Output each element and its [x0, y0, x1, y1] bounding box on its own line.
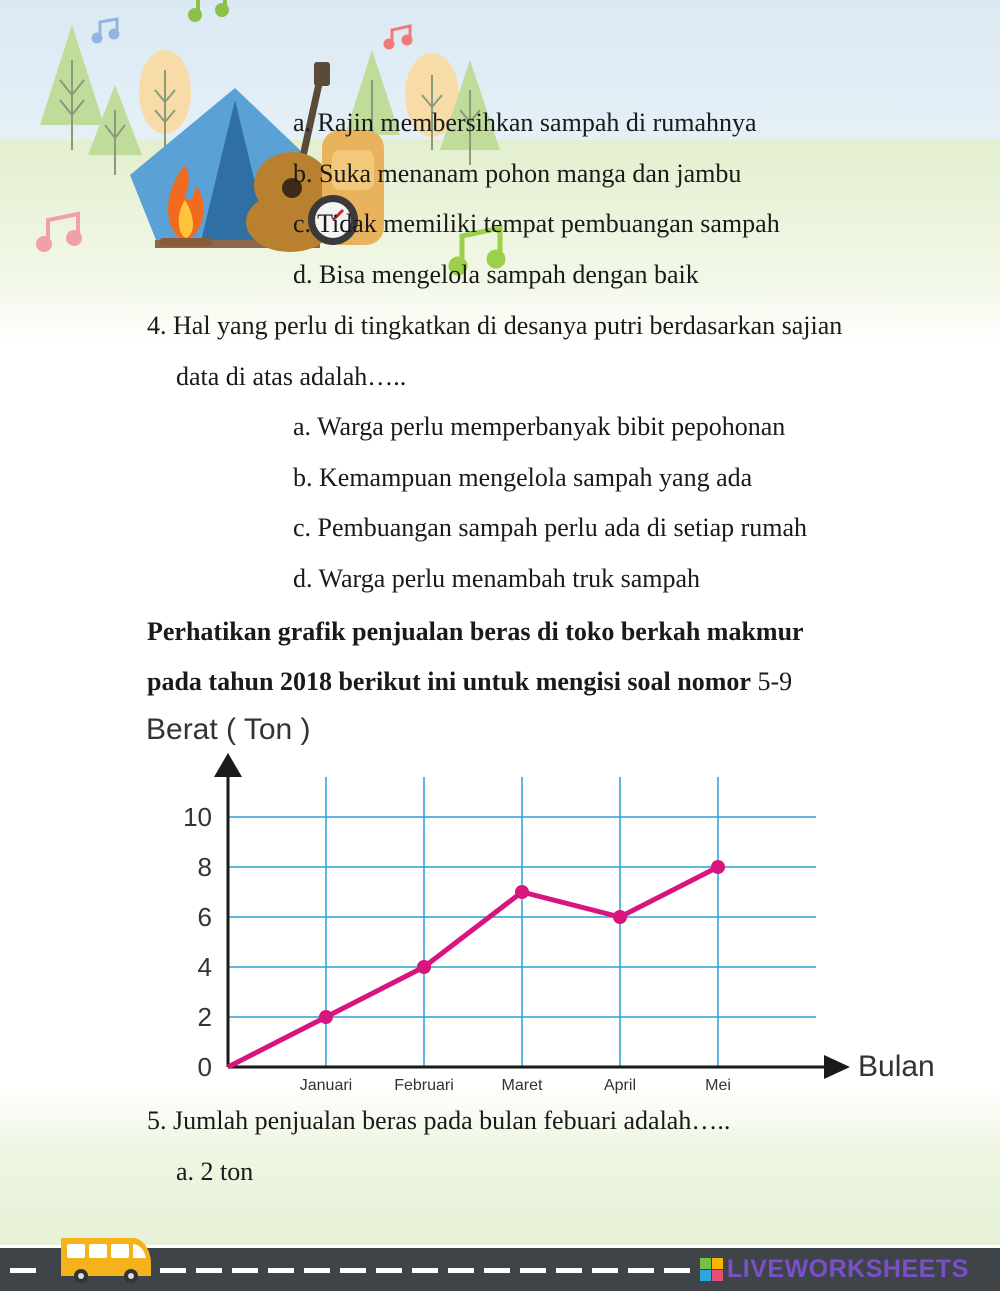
music-note-icon	[38, 214, 80, 250]
q4-option-a: a. Warga perlu memperbanyak bibit pepohonan	[293, 412, 786, 441]
music-note-icon	[93, 19, 118, 42]
y-tick-label: 10	[183, 802, 212, 832]
data-point	[417, 960, 431, 974]
tree-icon	[88, 85, 142, 175]
y-tick-labels	[183, 802, 212, 1082]
q3-option-b: b. Suka menanam pohon manga dan jambu	[293, 159, 742, 188]
q3-option-d: d. Bisa mengelola sampah dengan baik	[293, 260, 699, 289]
camping-illustration	[0, 0, 560, 290]
data-point	[711, 860, 725, 874]
brand-logo-icon	[700, 1258, 723, 1281]
logo-tile-e	[712, 1270, 723, 1281]
q4-option-c: c. Pembuangan sampah perlu ada di setiap rumah	[293, 513, 808, 542]
x-category-label: April	[603, 1077, 637, 1094]
music-note-icon	[190, 0, 227, 20]
instruction-tail: 5-9	[750, 667, 793, 696]
data-point	[515, 885, 529, 899]
y-tick-label: 2	[197, 1002, 212, 1032]
q5-option-a: a. 2 ton	[176, 1157, 254, 1186]
q4-option-d: d. Warga perlu menambah truk sampah	[293, 564, 701, 593]
x-category-label: Mei	[705, 1077, 731, 1094]
bus-icon	[55, 1232, 155, 1284]
y-tick-label: 6	[197, 902, 212, 932]
q5-text: 5. Jumlah penjualan beras pada bulan febuari adalah…..	[147, 1106, 731, 1135]
y-tick-label: 0	[197, 1052, 212, 1082]
instruction-line1: Perhatikan grafik penjualan beras di toko berkah makmur	[147, 617, 804, 646]
data-point	[613, 910, 627, 924]
q3-option-a: a. Rajin membersihkan sampah di rumahnya	[293, 108, 757, 137]
x-category-labels	[300, 1077, 731, 1094]
x-axis-label: Bulan	[858, 1050, 935, 1083]
x-category-label: Maret	[501, 1077, 543, 1094]
instruction-line2	[147, 667, 792, 697]
x-category-label: Januari	[299, 1077, 353, 1094]
y-tick-label: 4	[197, 952, 212, 982]
y-axis-arrow-icon	[214, 753, 242, 777]
logo-tile-i	[712, 1258, 723, 1269]
logo-tile-l	[700, 1258, 711, 1269]
instruction-bold-part: pada tahun 2018 berikut ini untuk mengisi soal nomor	[147, 667, 751, 696]
q4-option-b: b. Kemampuan mengelola sampah yang ada	[293, 463, 753, 492]
y-axis-label: Berat ( Ton )	[146, 713, 311, 746]
tree-icon	[40, 25, 104, 150]
music-note-icon	[385, 26, 411, 48]
logo-tile-v	[700, 1270, 711, 1281]
x-category-label: Februari	[394, 1077, 454, 1094]
data-point	[319, 1010, 333, 1024]
line-chart	[140, 705, 960, 1100]
q4-text-line1: 4. Hal yang perlu di tingkatkan di desanya putri berdasarkan sajian	[147, 311, 843, 340]
data-series	[228, 860, 725, 1067]
y-tick-label: 8	[197, 852, 212, 882]
x-axis-arrow-icon	[824, 1055, 850, 1079]
brand-text: LIVEWORKSHEETS	[727, 1254, 969, 1283]
q3-option-c: c. Tidak memiliki tempat pembuangan sampah	[293, 209, 780, 238]
q4-text-line2: data di atas adalah…..	[176, 362, 407, 391]
liveworksheets-logo	[700, 1256, 969, 1282]
